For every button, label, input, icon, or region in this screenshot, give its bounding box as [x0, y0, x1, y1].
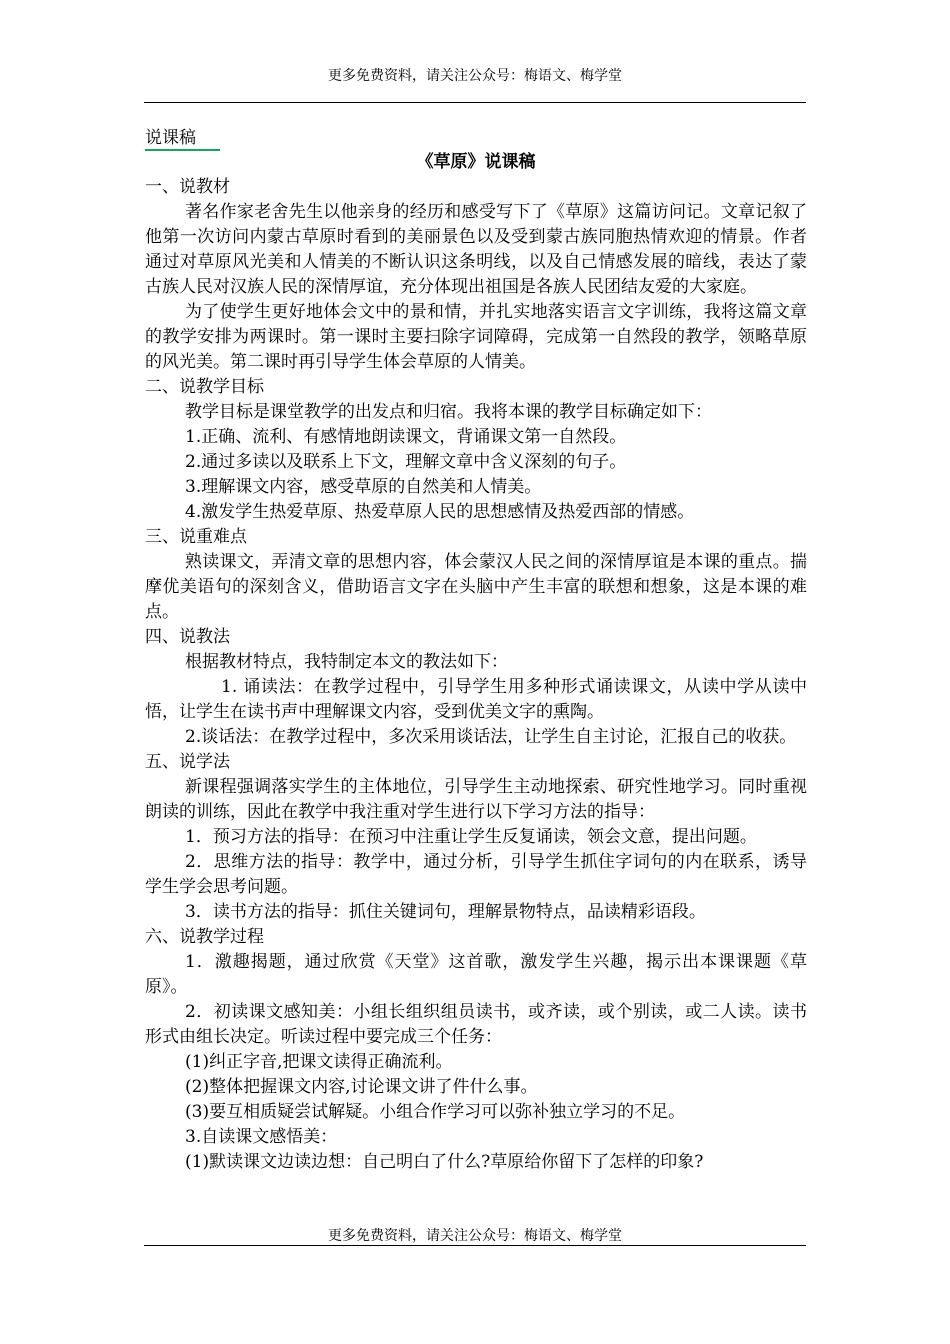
list-item: 2.谈话法：在教学过程中，多次采用谈话法，让学生自主讨论，汇报自己的收获。 — [185, 727, 797, 747]
paragraph: 为了使学生更好地体会文中的景和情，并扎实地落实语言文字训练，我将这篇文章的教学安排为两课时。第一课时主要扫除字词障碍，完成第一自然段的教学，领略草原的风光美。第二课时再引导学生体会草原的人情美。 — [145, 302, 807, 372]
list-item: (3)要互相质疑尝试解疑。小组合作学习可以弥补独立学习的不足。 — [185, 1102, 686, 1122]
footer-rule — [144, 1245, 806, 1246]
list-item: 3.自读课文感悟美： — [185, 1127, 338, 1147]
paragraph: 根据教材特点，我特制定本文的教法如下： — [185, 652, 508, 672]
page-title: 《草原》说课稿 — [416, 152, 536, 172]
list-item: 2．思维方法的指导：教学中，通过分析，引导学生抓住字词句的内在联系，诱导学生学会思考问题。 — [145, 852, 807, 897]
footer-promo: 更多免费资料，请关注公众号：梅语文、梅学堂 — [328, 1228, 622, 1244]
document-body — [145, 150, 807, 1175]
section-heading: 二、说教学目标 — [145, 377, 264, 397]
paragraph: 熟读课文，弄清文章的思想内容，体会蒙汉人民之间的深情厚谊是本课的重点。揣摩优美语句的深刻含义，借助语言文字在头脑中产生丰富的联想和想象，这是本课的难点。 — [145, 552, 807, 622]
list-item: 3.理解课文内容，感受草原的自然美和人情美。 — [185, 477, 542, 497]
list-item: 1.正确、流利、有感情地朗读课文，背诵课文第一自然段。 — [185, 427, 627, 447]
list-item: 1．激趣揭题，通过欣赏《天堂》这首歌，激发学生兴趣，揭示出本课课题《草原》。 — [145, 952, 807, 997]
list-item: 2.通过多读以及联系上下文，理解文章中含义深刻的句子。 — [185, 452, 627, 472]
list-item: (1)纠正字音,把课文读得正确流利。 — [185, 1052, 453, 1072]
section-heading: 五、说学法 — [145, 752, 230, 772]
list-item: 3．读书方法的指导：抓住关键词句，理解景物特点，品读精彩语段。 — [185, 902, 706, 922]
header-rule — [144, 102, 806, 103]
list-item: 1. 诵读法：在教学过程中，引导学生用多种形式诵读课文，从读中学从读中悟，让学生在读书声中理解课文内容，受到优美文字的熏陶。 — [145, 677, 807, 722]
list-item: 2．初读课文感知美：小组长组织组员读书，或齐读，或个别读，或二人读。读书形式由组长决定。听读过程中要完成三个任务： — [145, 1002, 807, 1047]
section-heading: 三、说重难点 — [145, 527, 247, 547]
section-heading: 一、说教材 — [145, 177, 230, 197]
list-item: (1)默读课文边读边想：自己明白了什么?草原给你留下了怎样的印象? — [185, 1152, 704, 1172]
paragraph: 新课程强调落实学生的主体地位，引导学生主动地探索、研究性地学习。同时重视朗读的训练，因此在教学中我注重对学生进行以下学习方法的指导： — [145, 777, 807, 822]
doc-label: 说课稿 — [145, 127, 220, 151]
list-item: 4.激发学生热爱草原、热爱草原人民的思想感情及热爱西部的情感。 — [185, 502, 695, 522]
list-item: (2)整体把握课文内容,讨论课文讲了件什么事。 — [185, 1077, 538, 1097]
paragraph: 教学目标是课堂教学的出发点和归宿。我将本课的教学目标确定如下： — [185, 402, 712, 422]
section-heading: 六、说教学过程 — [145, 927, 264, 947]
list-item: 1．预习方法的指导：在预习中注重让学生反复诵读，领会文意，提出问题。 — [185, 827, 757, 847]
section-heading: 四、说教法 — [145, 627, 230, 647]
paragraph: 著名作家老舍先生以他亲身的经历和感受写下了《草原》这篇访问记。文章记叙了他第一次访问内蒙古草原时看到的美丽景色以及受到蒙古族同胞热情欢迎的情景。作者通过对草原风光美和人情美的不断认识这条明线，以及自己情感发展的暗线，表达了蒙古族人民对汉族人民的深情厚谊，充分体现出祖国是各族人民团结友爱的大家庭。 — [145, 202, 807, 297]
header-promo: 更多免费资料，请关注公众号：梅语文、梅学堂 — [328, 68, 622, 84]
